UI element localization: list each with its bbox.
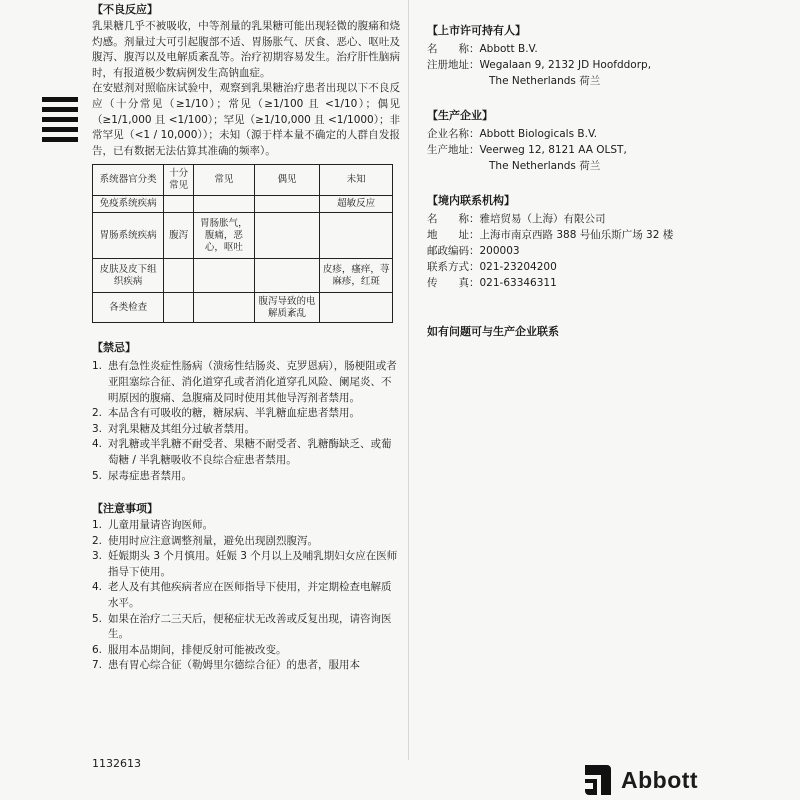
item-number: 4. [92,438,103,451]
mah-name-row [427,41,787,57]
item-text: 患有急性炎症性肠病（溃疡性结肠炎、克罗恩病），肠梗阻或者亚阻塞综合征、消化道穿孔或者消化道穿孔风险、阑尾炎、不明原因的腹痛、急腹痛及同时使用其他导泻剂者禁用。 [108,360,397,404]
domestic-fax-label: 传 真： [427,277,480,289]
item-text: 儿童用量请咨询医师。 [108,519,213,532]
list-item [92,534,400,550]
domestic-contact-heading: 【境内联系机构】 [427,194,515,207]
item-text: 老人及有其他疾病者应在医师指导下使用，并定期检查电解质水平。 [108,581,392,610]
table-header-cell: 系统器官分类 [93,165,164,196]
table-cell [254,259,320,293]
domestic-address-label: 地 址： [427,229,480,241]
item-number: 6. [92,643,103,656]
table-cell [320,293,393,323]
manufacturer-address-line2: The Netherlands 荷兰 [489,160,601,172]
adverse-reactions-para1: 乳果糖几乎不被吸收，中等剂量的乳果糖可能出现轻微的腹痛和烧灼感。剂量过大可引起腹部不适、胃肠胀气、厌食、恶心、呕吐及腹泻、腹泻以及电解质紊乱等。治疗初期容易发生。治疗肝性脑病时，有报道极少数病例发生高钠血症。 [92,20,400,79]
table-cell [320,213,393,259]
domestic-zip-row [427,243,787,259]
mah-heading: 【上市许可持有人】 [427,24,526,37]
table-cell: 各类检查 [93,293,164,323]
list-item [92,518,400,534]
list-item [92,612,400,643]
domestic-zip-label: 邮政编码： [427,245,480,257]
table-row [93,293,393,323]
table-cell [254,213,320,259]
abbott-logo [583,763,698,797]
table-header-row [93,165,393,196]
item-number: 2. [92,534,103,547]
abbott-logo-icon [583,763,613,797]
adverse-reactions-para2: 在安慰剂对照临床试验中，观察到乳果糖治疗患者出现以下不良反应（十分常见（≥1/10）；常见（≥1/100 且 <1/10）；偶见（≥1/1,000 且 <1/100）；罕见（≥1/10,000 且 <1/1000）；非常罕见（<1 / 10,000））；未知（源于样本量不确定的人群自发报告，已有数据无法估算其准确的频率）。 [92,82,400,157]
item-text: 妊娠期头 3 个月慎用。妊娠 3 个月以上及哺乳期妇女应在医师指导下使用。 [108,550,398,578]
list-item [92,359,400,406]
table-cell [164,196,194,213]
domestic-address: 上海市南京西路 388 号仙乐斯广场 32 楼 [479,229,674,241]
contraindications-heading: 【禁忌】 [92,341,136,355]
table-header-cell: 常见 [194,165,255,196]
item-number: 3. [92,422,103,435]
table-cell: 皮肤及皮下组织疾病 [93,259,164,293]
adverse-reactions-table [92,164,393,323]
item-text: 如果在治疗二三天后，便秘症状无改善或反复出现，请咨询医生。 [108,612,392,641]
table-row [93,213,393,259]
item-number: 1. [92,360,103,373]
manufacturer-name-row [427,126,787,142]
item-number: 5. [92,612,103,625]
list-item [92,549,400,580]
item-number: 2. [92,407,103,420]
table-cell [194,293,255,323]
table-cell: 超敏反应 [320,196,393,213]
table-header-cell: 偶见 [254,165,320,196]
table-header-cell: 未知 [320,165,393,196]
item-text: 服用本品期间，排便反射可能被改变。 [108,643,287,656]
manufacturer-address-line1: Veerweg 12, 8121 AA OLST, [479,144,627,156]
adverse-reactions-heading: 【不良反应】 [92,3,158,16]
list-item [92,422,400,438]
table-row [93,196,393,213]
table-cell [194,259,255,293]
item-number: 1. [92,519,103,532]
item-text: 对乳果糖及其组分过敏者禁用。 [108,422,255,435]
manufacturer-address-row [427,142,787,158]
document-code: 1132613 [92,757,141,770]
item-text: 患有胃心综合征（勒姆里尔德综合征）的患者，服用本 [108,659,360,672]
domestic-tel-label: 联系方式： [427,261,480,273]
table-cell: 胃肠胀气，腹痛，恶心，呕吐 [194,213,255,259]
list-item [92,469,400,485]
manufacturer-name-label: 企业名称： [427,128,480,140]
domestic-address-row [427,227,787,243]
list-item [92,580,400,611]
list-item [92,643,400,659]
table-cell: 免疫系统疾病 [93,196,164,213]
precautions-heading: 【注意事项】 [92,502,158,516]
domestic-tel-row [427,259,787,275]
domestic-name-row [427,211,787,227]
abbott-logo-text: Abbott [621,766,699,793]
fold-line [408,0,409,760]
table-cell: 皮疹，瘙痒，荨麻疹，红斑 [320,259,393,293]
precautions-list [92,518,400,674]
item-number: 7. [92,659,103,672]
contact-note: 如有问题可与生产企业联系 [427,325,559,338]
item-text: 对乳糖或半乳糖不耐受者、果糖不耐受者、乳糖酶缺乏、或葡萄糖 / 半乳糖吸收不良综合症患者禁用。 [108,438,392,466]
list-item [92,437,400,468]
item-number: 4. [92,581,103,594]
mah-name: Abbott B.V. [479,43,538,55]
contraindications-list [92,359,400,484]
mah-address-row [427,57,787,73]
mah-address-line2: The Netherlands 荷兰 [489,75,601,87]
manufacturer-name: Abbott Biologicals B.V. [479,128,598,140]
table-cell [164,259,194,293]
list-item [92,658,400,674]
item-number: 5. [92,469,103,482]
item-number: 3. [92,550,103,563]
table-cell: 腹泻 [164,213,194,259]
table-cell [254,196,320,213]
domestic-zip: 200003 [479,245,520,257]
mah-address-line1: Wegalaan 9, 2132 JD Hoofddorp, [479,59,652,71]
domestic-fax: 021-63346311 [479,277,557,289]
domestic-name-label: 名 称： [427,213,480,225]
item-text: 本品含有可吸收的糖，糖尿病、半乳糖血症患者禁用。 [108,407,360,420]
item-text: 使用时应注意调整剂量，避免出现剧烈腹泻。 [108,534,318,547]
domestic-tel: 021-23204200 [479,261,557,273]
list-item [92,406,400,422]
decorative-bars [42,97,78,147]
right-column [427,0,787,339]
table-cell [164,293,194,323]
table-cell: 胃肠系统疾病 [93,213,164,259]
manufacturer-heading: 【生产企业】 [427,109,493,122]
mah-name-label: 名 称： [427,43,480,55]
left-column [92,0,400,674]
domestic-name: 雅培贸易（上海）有限公司 [479,213,606,225]
item-text: 尿毒症患者禁用。 [108,469,192,482]
table-header-cell: 十分常见 [164,165,194,196]
table-row [93,259,393,293]
manufacturer-address-label: 生产地址： [427,144,480,156]
mah-address-label: 注册地址： [427,59,480,71]
table-cell: 腹泻导致的电解质紊乱 [254,293,320,323]
domestic-fax-row [427,275,787,291]
table-cell [194,196,255,213]
